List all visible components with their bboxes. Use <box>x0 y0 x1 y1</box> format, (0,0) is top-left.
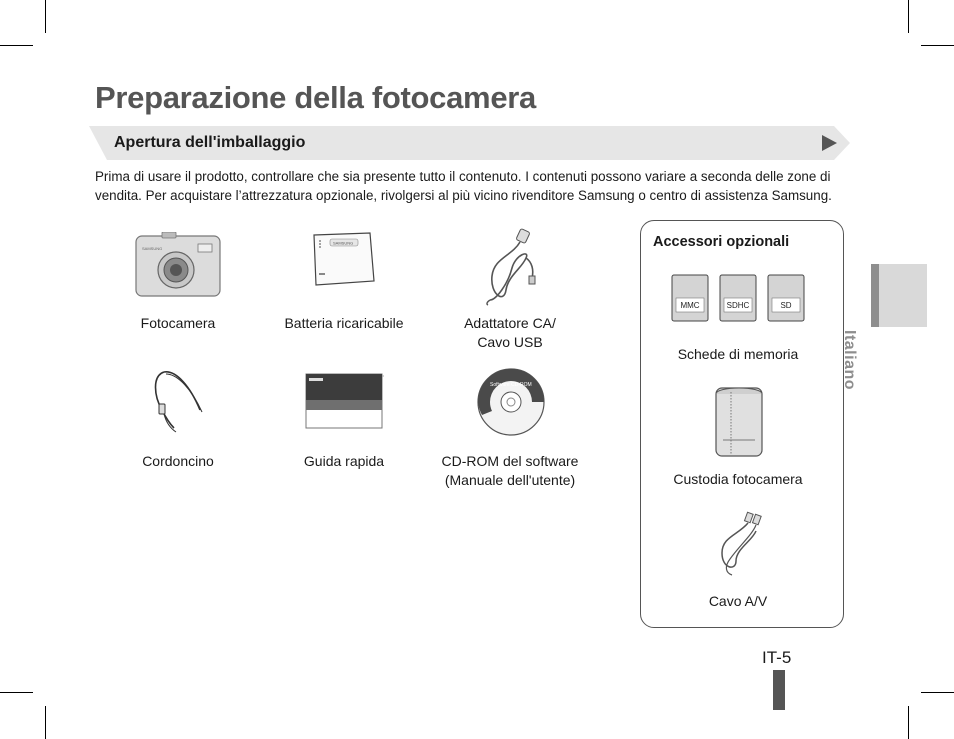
crop-mark <box>0 45 33 46</box>
cd-label-text: Software CD-ROM <box>490 382 532 388</box>
page-title: Preparazione della fotocamera <box>95 80 536 115</box>
battery-icon <box>310 229 376 287</box>
language-tab-bar <box>871 264 879 327</box>
crop-mark <box>921 692 954 693</box>
crop-mark <box>0 692 33 693</box>
page-number-bar <box>773 670 785 710</box>
strap-icon <box>150 366 206 434</box>
quick-guide-icon <box>305 373 385 431</box>
language-tab <box>871 264 927 327</box>
camera-case-label: Custodia fotocamera <box>673 471 803 487</box>
item-cd-label: CD-ROM del software (Manuale dell'utente) <box>441 453 579 488</box>
card-sd-text: SD <box>780 301 792 310</box>
battery-brand-text: SAMSUNG <box>333 240 354 246</box>
camera-brand-text: SAMSUNG <box>142 246 163 251</box>
ac-adapter-usb-cable-icon <box>482 228 542 306</box>
av-cable-label: Cavo A/V <box>708 593 768 609</box>
crop-mark <box>908 0 909 33</box>
item-camera-label: Fotocamera <box>140 315 216 331</box>
card-mmc-text: MMC <box>680 301 700 310</box>
card-sdhc-text: SDHC <box>726 301 750 310</box>
item-battery-label: Batteria ricaricabile <box>284 315 404 331</box>
crop-mark <box>45 706 46 739</box>
memory-cards-label: Schede di memoria <box>677 346 799 362</box>
item-strap-label: Cordoncino <box>142 453 214 469</box>
section-heading: Apertura dell'imballaggio <box>114 134 306 151</box>
camera-icon <box>134 232 222 300</box>
memory-cards-icon <box>671 274 807 324</box>
camera-case-icon <box>715 384 763 458</box>
crop-mark <box>45 0 46 33</box>
optional-accessories-title: Accessori opzionali <box>653 234 790 250</box>
crop-mark <box>921 45 954 46</box>
item-adapter-label: Adattatore CA/ Cavo USB <box>464 315 556 350</box>
intro-paragraph: Prima di usare il prodotto, controllare che sia presente tutto il contenuto. I contenuti possono variare a seconda delle zone di vendita. Per acquistare l’attrezzatura opzionale, rivolgersi al più vicino rivenditore Samsung o centro di assistenza Samsung. <box>95 169 832 203</box>
crop-mark <box>908 706 909 739</box>
item-guide-label: Guida rapida <box>303 453 385 469</box>
av-cable-icon <box>712 511 768 577</box>
cd-rom-icon <box>476 367 546 437</box>
language-tab-label: Italiano <box>841 330 858 391</box>
page-number: IT-5 <box>762 648 792 667</box>
